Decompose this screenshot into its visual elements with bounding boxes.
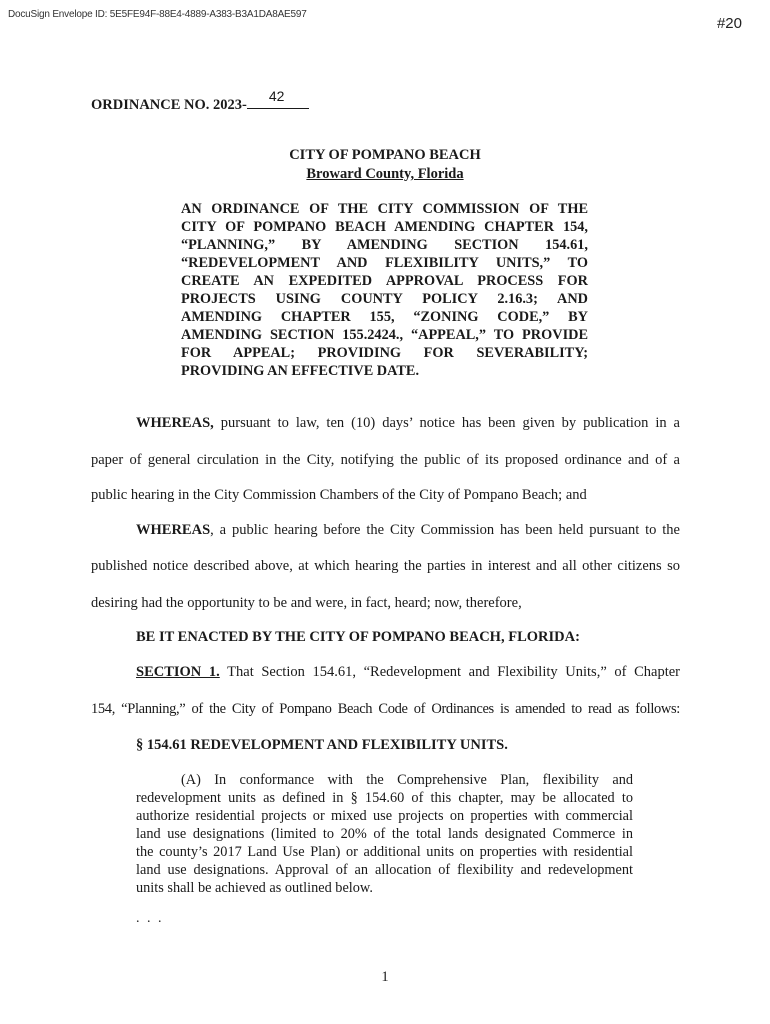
code-section-heading: § 154.61 REDEVELOPMENT AND FLEXIBILITY UNITS. (136, 737, 508, 753)
title-line: “REDEVELOPMENT AND FLEXIBILITY UNITS,” TO (181, 255, 588, 271)
ordinance-number: 42 (268, 88, 285, 104)
page-tag: #20 (716, 15, 742, 32)
county-heading: Broward County, Florida (306, 166, 464, 182)
title-line: FOR APPEAL; PROVIDING FOR SEVERABILITY; (181, 345, 588, 361)
paragraph-a (136, 771, 633, 897)
paragraph-line: redevelopment units as defined in § 154.60 of this chapter, may be allocated to (136, 790, 633, 806)
section-1-label: SECTION 1. (136, 664, 220, 680)
ordinance-number-line (91, 88, 309, 114)
ordinance-number-blank (247, 88, 309, 109)
title-line: AMENDING CHAPTER 155, “ZONING CODE,” BY (181, 309, 588, 325)
docusign-envelope-id: DocuSign Envelope ID: 5E5FE94F-88E4-4889-A383-B3A1DA8AE597 (8, 9, 307, 20)
whereas-text: pursuant to law, ten (10) days’ notice has been given by publication in a (220, 415, 680, 431)
paragraph-line: authorize residential projects or mixed use projects on properties with commercial (136, 808, 633, 824)
title-line: AN ORDINANCE OF THE CITY COMMISSION OF THE (181, 201, 588, 217)
whereas-text: , a public hearing before the City Commission has been held pursuant to the (210, 522, 680, 538)
whereas-1-line-2: paper of general circulation in the City, notifying the public of its proposed ordinance and of a (91, 452, 680, 468)
whereas-2-line-3: desiring had the opportunity to be and were, in fact, heard; now, therefore, (91, 595, 522, 611)
whereas-1-line-1 (91, 414, 680, 432)
omission-ellipsis: . . . (136, 911, 164, 926)
title-line: “PLANNING,” BY AMENDING SECTION 154.61, (181, 237, 588, 253)
paragraph-line: (A) In conformance with the Comprehensive Plan, flexibility and (181, 772, 633, 788)
title-line: AMENDING SECTION 155.2424., “APPEAL,” TO PROVIDE (181, 327, 588, 343)
paragraph-line: units shall be achieved as outlined below. (136, 880, 373, 896)
whereas-2-line-2: published notice described above, at which hearing the parties in interest and all other citizens so (91, 558, 680, 574)
title-line: CREATE AN EXPEDITED APPROVAL PROCESS FOR (181, 273, 588, 289)
section-1-text: That Section 154.61, “Redevelopment and Flexibility Units,” of Chapter (227, 664, 680, 680)
section-1-line-1 (136, 664, 680, 681)
whereas-1-line-3: public hearing in the City Commission Chambers of the City of Pompano Beach; and (91, 487, 587, 503)
whereas-2-line-1 (91, 521, 680, 539)
enacting-clause: BE IT ENACTED BY THE CITY OF POMPANO BEACH, FLORIDA: (136, 629, 580, 645)
page-number: 1 (381, 969, 389, 985)
ordinance-label: ORDINANCE NO. 2023- (91, 97, 247, 113)
ordinance-title (181, 200, 588, 380)
title-line: PROJECTS USING COUNTY POLICY 2.16.3; AND (181, 291, 588, 307)
whereas-keyword: WHEREAS (136, 522, 211, 538)
whereas-keyword: WHEREAS, (136, 415, 214, 431)
paragraph-line: land use designations (limited to 20% of the total lands designated Commerce in (136, 826, 633, 842)
title-line: CITY OF POMPANO BEACH AMENDING CHAPTER 154, (181, 219, 588, 235)
section-1-line-2: 154, “Planning,” of the City of Pompano Beach Code of Ordinances is amended to read as follows: (91, 701, 680, 717)
paragraph-line: land use designations. Approval of an allocation of flexibility and redevelopment (136, 862, 633, 878)
title-line: PROVIDING AN EFFECTIVE DATE. (181, 363, 420, 379)
paragraph-line: the county’s 2017 Land Use Plan) or additional units on properties with residential (136, 844, 633, 860)
city-heading: CITY OF POMPANO BEACH (289, 147, 481, 163)
